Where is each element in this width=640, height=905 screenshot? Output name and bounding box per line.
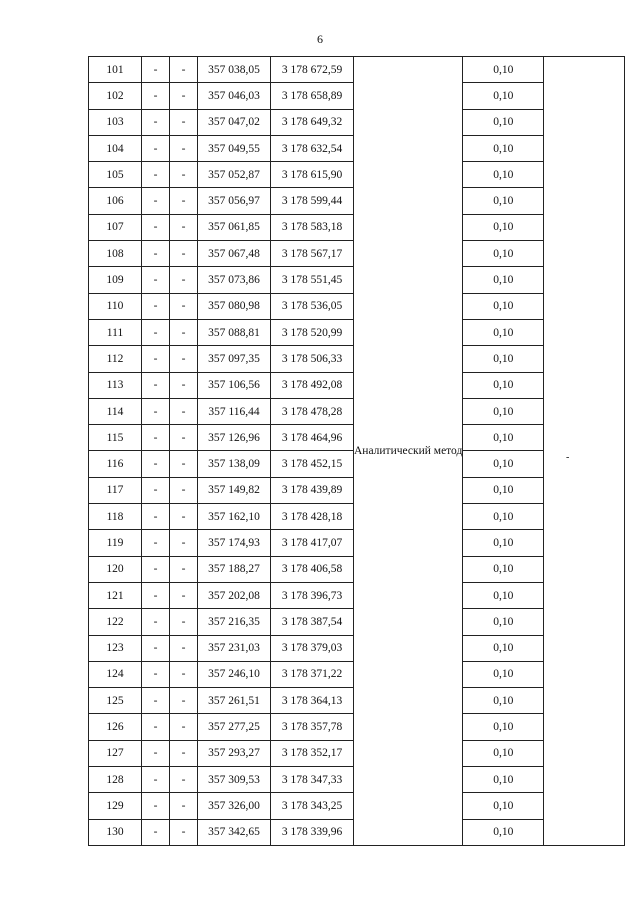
empty-dash-cell: - (142, 793, 170, 819)
y-coordinate-cell: 3 178 632,54 (271, 135, 354, 161)
y-coordinate-cell: 3 178 520,99 (271, 319, 354, 345)
accuracy-cell: 0,10 (463, 582, 544, 608)
empty-dash-cell: - (142, 530, 170, 556)
empty-dash-cell: - (170, 319, 198, 345)
empty-dash-cell: - (170, 740, 198, 766)
accuracy-cell: 0,10 (463, 793, 544, 819)
empty-dash-cell: - (170, 477, 198, 503)
empty-dash-cell: - (170, 819, 198, 845)
empty-dash-cell: - (170, 241, 198, 267)
empty-dash-cell: - (170, 425, 198, 451)
point-number-cell: 130 (89, 819, 142, 845)
accuracy-cell: 0,10 (463, 530, 544, 556)
point-number-cell: 128 (89, 767, 142, 793)
point-number-cell: 115 (89, 425, 142, 451)
accuracy-cell: 0,10 (463, 688, 544, 714)
x-coordinate-cell: 357 277,25 (198, 714, 271, 740)
accuracy-cell: 0,10 (463, 346, 544, 372)
empty-dash-cell: - (142, 714, 170, 740)
y-coordinate-cell: 3 178 357,78 (271, 714, 354, 740)
accuracy-cell: 0,10 (463, 398, 544, 424)
y-coordinate-cell: 3 178 371,22 (271, 661, 354, 687)
empty-dash-cell: - (142, 740, 170, 766)
y-coordinate-cell: 3 178 343,25 (271, 793, 354, 819)
x-coordinate-cell: 357 293,27 (198, 740, 271, 766)
empty-dash-cell: - (142, 398, 170, 424)
point-number-cell: 122 (89, 609, 142, 635)
empty-dash-cell: - (170, 767, 198, 793)
empty-dash-cell: - (142, 135, 170, 161)
point-number-cell: 101 (89, 57, 142, 83)
empty-dash-cell: - (170, 556, 198, 582)
x-coordinate-cell: 357 149,82 (198, 477, 271, 503)
empty-dash-cell: - (142, 241, 170, 267)
x-coordinate-cell: 357 046,03 (198, 83, 271, 109)
point-number-cell: 126 (89, 714, 142, 740)
x-coordinate-cell: 357 056,97 (198, 188, 271, 214)
y-coordinate-cell: 3 178 439,89 (271, 477, 354, 503)
empty-dash-cell: - (142, 83, 170, 109)
y-coordinate-cell: 3 178 464,96 (271, 425, 354, 451)
accuracy-cell: 0,10 (463, 661, 544, 687)
y-coordinate-cell: 3 178 428,18 (271, 504, 354, 530)
point-number-cell: 117 (89, 477, 142, 503)
y-coordinate-cell: 3 178 347,33 (271, 767, 354, 793)
x-coordinate-cell: 357 097,35 (198, 346, 271, 372)
point-number-cell: 124 (89, 661, 142, 687)
empty-dash-cell: - (170, 83, 198, 109)
empty-dash-cell: - (142, 609, 170, 635)
point-number-cell: 118 (89, 504, 142, 530)
x-coordinate-cell: 357 261,51 (198, 688, 271, 714)
x-coordinate-cell: 357 342,65 (198, 819, 271, 845)
accuracy-cell: 0,10 (463, 372, 544, 398)
point-number-cell: 109 (89, 267, 142, 293)
accuracy-cell: 0,10 (463, 767, 544, 793)
empty-dash-cell: - (142, 214, 170, 240)
empty-dash-cell: - (170, 346, 198, 372)
coordinates-table-body (89, 57, 625, 846)
point-number-cell: 103 (89, 109, 142, 135)
point-number-cell: 108 (89, 241, 142, 267)
empty-dash-cell: - (142, 767, 170, 793)
point-number-cell: 123 (89, 635, 142, 661)
point-number-cell: 105 (89, 162, 142, 188)
accuracy-cell: 0,10 (463, 188, 544, 214)
coordinates-table (88, 56, 625, 846)
y-coordinate-cell: 3 178 658,89 (271, 83, 354, 109)
empty-dash-cell: - (170, 398, 198, 424)
empty-dash-cell: - (170, 504, 198, 530)
x-coordinate-cell: 357 188,27 (198, 556, 271, 582)
empty-dash-cell: - (170, 188, 198, 214)
empty-dash-cell: - (142, 556, 170, 582)
accuracy-cell: 0,10 (463, 109, 544, 135)
x-coordinate-cell: 357 067,48 (198, 241, 271, 267)
table-row (89, 57, 625, 83)
x-coordinate-cell: 357 174,93 (198, 530, 271, 556)
empty-dash-cell: - (170, 530, 198, 556)
x-coordinate-cell: 357 061,85 (198, 214, 271, 240)
empty-dash-cell: - (170, 109, 198, 135)
accuracy-cell: 0,10 (463, 504, 544, 530)
x-coordinate-cell: 357 231,03 (198, 635, 271, 661)
x-coordinate-cell: 357 138,09 (198, 451, 271, 477)
method-cell: Аналитический метод (354, 57, 463, 846)
empty-dash-cell: - (142, 346, 170, 372)
y-coordinate-cell: 3 178 599,44 (271, 188, 354, 214)
x-coordinate-cell: 357 202,08 (198, 582, 271, 608)
stray-mark: - (566, 452, 570, 463)
accuracy-cell: 0,10 (463, 293, 544, 319)
point-number-cell: 104 (89, 135, 142, 161)
accuracy-cell: 0,10 (463, 714, 544, 740)
empty-dash-cell: - (142, 688, 170, 714)
empty-dash-cell: - (170, 293, 198, 319)
x-coordinate-cell: 357 088,81 (198, 319, 271, 345)
x-coordinate-cell: 357 126,96 (198, 425, 271, 451)
y-coordinate-cell: 3 178 615,90 (271, 162, 354, 188)
empty-dash-cell: - (142, 57, 170, 83)
point-number-cell: 120 (89, 556, 142, 582)
point-number-cell: 114 (89, 398, 142, 424)
point-number-cell: 113 (89, 372, 142, 398)
x-coordinate-cell: 357 073,86 (198, 267, 271, 293)
y-coordinate-cell: 3 178 551,45 (271, 267, 354, 293)
empty-dash-cell: - (142, 504, 170, 530)
x-coordinate-cell: 357 216,35 (198, 609, 271, 635)
accuracy-cell: 0,10 (463, 267, 544, 293)
empty-dash-cell: - (142, 267, 170, 293)
point-number-cell: 102 (89, 83, 142, 109)
point-number-cell: 116 (89, 451, 142, 477)
accuracy-cell: 0,10 (463, 135, 544, 161)
point-number-cell: 112 (89, 346, 142, 372)
empty-dash-cell: - (170, 688, 198, 714)
page-number: 6 (317, 32, 323, 46)
point-number-cell: 110 (89, 293, 142, 319)
point-number-cell: 121 (89, 582, 142, 608)
y-coordinate-cell: 3 178 352,17 (271, 740, 354, 766)
empty-dash-cell: - (142, 661, 170, 687)
x-coordinate-cell: 357 049,55 (198, 135, 271, 161)
empty-dash-cell: - (170, 661, 198, 687)
point-number-cell: 127 (89, 740, 142, 766)
y-coordinate-cell: 3 178 406,58 (271, 556, 354, 582)
empty-dash-cell: - (142, 162, 170, 188)
accuracy-cell: 0,10 (463, 162, 544, 188)
accuracy-cell: 0,10 (463, 57, 544, 83)
y-coordinate-cell: 3 178 649,32 (271, 109, 354, 135)
y-coordinate-cell: 3 178 672,59 (271, 57, 354, 83)
empty-dash-cell: - (142, 582, 170, 608)
x-coordinate-cell: 357 047,02 (198, 109, 271, 135)
empty-dash-cell: - (142, 372, 170, 398)
empty-dash-cell: - (170, 451, 198, 477)
y-coordinate-cell: 3 178 387,54 (271, 609, 354, 635)
y-coordinate-cell: 3 178 567,17 (271, 241, 354, 267)
point-number-cell: 125 (89, 688, 142, 714)
empty-dash-cell: - (170, 267, 198, 293)
x-coordinate-cell: 357 052,87 (198, 162, 271, 188)
accuracy-cell: 0,10 (463, 319, 544, 345)
empty-dash-cell: - (170, 214, 198, 240)
x-coordinate-cell: 357 309,53 (198, 767, 271, 793)
empty-dash-cell: - (142, 425, 170, 451)
point-number-cell: 107 (89, 214, 142, 240)
x-coordinate-cell: 357 116,44 (198, 398, 271, 424)
point-number-cell: 119 (89, 530, 142, 556)
y-coordinate-cell: 3 178 452,15 (271, 451, 354, 477)
accuracy-cell: 0,10 (463, 635, 544, 661)
x-coordinate-cell: 357 246,10 (198, 661, 271, 687)
y-coordinate-cell: 3 178 536,05 (271, 293, 354, 319)
empty-dash-cell: - (170, 372, 198, 398)
accuracy-cell: 0,10 (463, 477, 544, 503)
accuracy-cell: 0,10 (463, 451, 544, 477)
point-number-cell: 106 (89, 188, 142, 214)
empty-dash-cell: - (170, 635, 198, 661)
empty-dash-cell: - (142, 635, 170, 661)
empty-dash-cell: - (170, 793, 198, 819)
empty-dash-cell: - (142, 293, 170, 319)
x-coordinate-cell: 357 106,56 (198, 372, 271, 398)
empty-dash-cell: - (170, 609, 198, 635)
y-coordinate-cell: 3 178 339,96 (271, 819, 354, 845)
empty-dash-cell: - (142, 451, 170, 477)
point-number-cell: 111 (89, 319, 142, 345)
x-coordinate-cell: 357 326,00 (198, 793, 271, 819)
y-coordinate-cell: 3 178 583,18 (271, 214, 354, 240)
y-coordinate-cell: 3 178 417,07 (271, 530, 354, 556)
accuracy-cell: 0,10 (463, 241, 544, 267)
point-number-cell: 129 (89, 793, 142, 819)
empty-dash-cell: - (142, 319, 170, 345)
y-coordinate-cell: 3 178 379,03 (271, 635, 354, 661)
empty-dash-cell: - (170, 162, 198, 188)
empty-dash-cell: - (142, 819, 170, 845)
x-coordinate-cell: 357 162,10 (198, 504, 271, 530)
empty-dash-cell: - (142, 188, 170, 214)
empty-dash-cell: - (170, 57, 198, 83)
accuracy-cell: 0,10 (463, 425, 544, 451)
empty-dash-cell: - (142, 477, 170, 503)
accuracy-cell: 0,10 (463, 214, 544, 240)
empty-dash-cell: - (170, 135, 198, 161)
empty-dash-cell: - (170, 582, 198, 608)
accuracy-cell: 0,10 (463, 819, 544, 845)
accuracy-cell: 0,10 (463, 609, 544, 635)
empty-dash-cell: - (170, 714, 198, 740)
x-coordinate-cell: 357 080,98 (198, 293, 271, 319)
empty-dash-cell: - (142, 109, 170, 135)
accuracy-cell: 0,10 (463, 740, 544, 766)
empty-column-cell (544, 57, 625, 846)
y-coordinate-cell: 3 178 492,08 (271, 372, 354, 398)
x-coordinate-cell: 357 038,05 (198, 57, 271, 83)
y-coordinate-cell: 3 178 478,28 (271, 398, 354, 424)
y-coordinate-cell: 3 178 396,73 (271, 582, 354, 608)
y-coordinate-cell: 3 178 506,33 (271, 346, 354, 372)
y-coordinate-cell: 3 178 364,13 (271, 688, 354, 714)
accuracy-cell: 0,10 (463, 83, 544, 109)
accuracy-cell: 0,10 (463, 556, 544, 582)
